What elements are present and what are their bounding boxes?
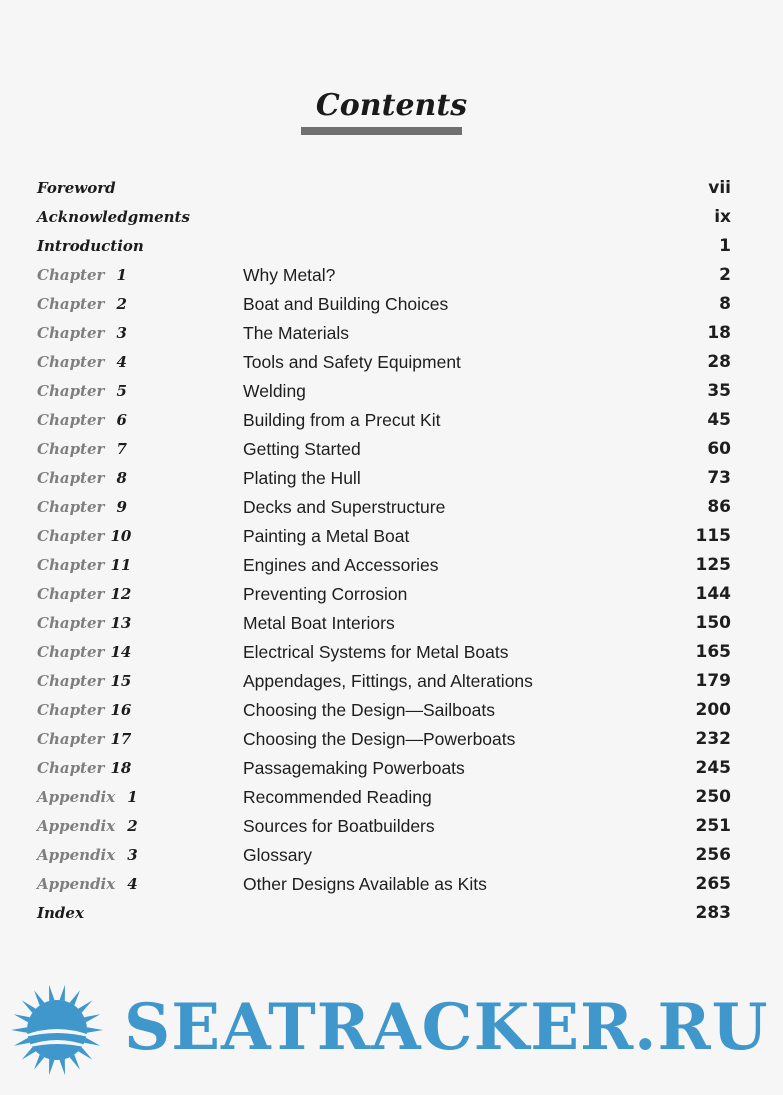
toc-page-number: 45 bbox=[707, 410, 731, 430]
toc-label-text: Appendix bbox=[37, 788, 116, 806]
toc-row bbox=[0, 841, 783, 870]
sun-ray bbox=[87, 1027, 103, 1032]
toc-label-text: Chapter bbox=[37, 730, 105, 748]
toc-number: 12 bbox=[110, 585, 132, 603]
toc-label-text: Chapter bbox=[37, 643, 105, 661]
toc-label bbox=[37, 667, 131, 696]
sun-ray bbox=[70, 990, 80, 1005]
toc-label-text: Acknowledgments bbox=[37, 208, 190, 226]
sun-burst-icon bbox=[0, 982, 130, 1082]
toc-page-number: 1 bbox=[719, 236, 731, 256]
toc-label bbox=[37, 319, 127, 348]
toc-number: 17 bbox=[110, 730, 132, 748]
toc-title: Sources for Boatbuilders bbox=[243, 816, 435, 836]
toc-title: Engines and Accessories bbox=[243, 555, 439, 575]
toc-label-text: Chapter bbox=[37, 440, 105, 458]
sun-ray bbox=[78, 1047, 92, 1060]
toc-label-text: Chapter bbox=[37, 759, 105, 777]
toc-number: 14 bbox=[110, 643, 132, 661]
sun-ray bbox=[34, 990, 44, 1005]
sun-ray bbox=[11, 1027, 27, 1032]
toc-label bbox=[37, 522, 131, 551]
toc-row bbox=[0, 696, 783, 725]
toc-page-number: 60 bbox=[707, 439, 731, 459]
toc-row bbox=[0, 406, 783, 435]
toc-title: Decks and Superstructure bbox=[243, 497, 446, 517]
toc-label bbox=[37, 754, 131, 783]
watermark bbox=[0, 982, 783, 1082]
toc-page-number: 28 bbox=[707, 352, 731, 372]
toc-label bbox=[37, 696, 131, 725]
toc-title: Recommended Reading bbox=[243, 787, 432, 807]
toc-row bbox=[0, 464, 783, 493]
toc-label-text: Introduction bbox=[37, 237, 144, 255]
toc-number: 9 bbox=[116, 498, 127, 516]
toc-page-number: 2 bbox=[719, 265, 731, 285]
toc-label-text: Chapter bbox=[37, 353, 105, 371]
toc-page-number: 256 bbox=[695, 845, 731, 865]
toc-row bbox=[0, 203, 783, 232]
toc-row bbox=[0, 319, 783, 348]
toc-page-number: 73 bbox=[707, 468, 731, 488]
toc-row bbox=[0, 725, 783, 754]
toc-page-number: 86 bbox=[707, 497, 731, 517]
toc-label-text: Chapter bbox=[37, 324, 105, 342]
toc-label-text: Chapter bbox=[37, 527, 105, 545]
toc-label-text: Chapter bbox=[37, 411, 105, 429]
toc-label bbox=[37, 464, 127, 493]
toc-row bbox=[0, 754, 783, 783]
toc-title: Metal Boat Interiors bbox=[243, 613, 395, 633]
toc-label bbox=[37, 551, 131, 580]
toc-row bbox=[0, 609, 783, 638]
toc-page-number: 251 bbox=[695, 816, 731, 836]
toc-label bbox=[37, 377, 127, 406]
toc-row bbox=[0, 899, 783, 928]
toc-number: 4 bbox=[116, 353, 127, 371]
toc-label-text: Chapter bbox=[37, 469, 105, 487]
sun-ray bbox=[34, 1055, 44, 1070]
toc-row bbox=[0, 348, 783, 377]
toc-label bbox=[37, 841, 138, 870]
toc-row bbox=[0, 812, 783, 841]
toc-title: Welding bbox=[243, 381, 306, 401]
toc-row bbox=[0, 580, 783, 609]
toc-title: Passagemaking Powerboats bbox=[243, 758, 465, 778]
toc-page-number: 245 bbox=[695, 758, 731, 778]
toc-page-number: 125 bbox=[695, 555, 731, 575]
toc-label bbox=[37, 725, 131, 754]
toc-number: 3 bbox=[127, 846, 138, 864]
sun-ray bbox=[84, 1014, 100, 1022]
toc-title: Preventing Corrosion bbox=[243, 584, 408, 604]
toc-title: Why Metal? bbox=[243, 265, 336, 285]
toc-page-number: 115 bbox=[695, 526, 731, 546]
toc-row bbox=[0, 551, 783, 580]
page-title: Contents bbox=[315, 88, 468, 123]
toc-label bbox=[37, 232, 144, 261]
toc-title: Plating the Hull bbox=[243, 468, 361, 488]
toc-page-number: 35 bbox=[707, 381, 731, 401]
toc-number: 8 bbox=[116, 469, 127, 487]
toc-number: 10 bbox=[110, 527, 132, 545]
toc-number: 4 bbox=[127, 875, 138, 893]
toc-label-text: Chapter bbox=[37, 295, 105, 313]
toc-number: 11 bbox=[110, 556, 132, 574]
toc-number: 15 bbox=[110, 672, 132, 690]
toc-title: Other Designs Available as Kits bbox=[243, 874, 487, 894]
toc-row bbox=[0, 261, 783, 290]
toc-page-number: 165 bbox=[695, 642, 731, 662]
toc-page-number: 200 bbox=[695, 700, 731, 720]
toc-row bbox=[0, 522, 783, 551]
toc-page-number: 8 bbox=[719, 294, 731, 314]
toc-label bbox=[37, 899, 84, 928]
toc-label-text: Foreword bbox=[37, 179, 116, 197]
toc-page-number: 250 bbox=[695, 787, 731, 807]
toc-title: Electrical Systems for Metal Boats bbox=[243, 642, 509, 662]
toc-number: 5 bbox=[116, 382, 127, 400]
toc-row bbox=[0, 435, 783, 464]
toc-page-number: 265 bbox=[695, 874, 731, 894]
toc-number: 7 bbox=[116, 440, 127, 458]
toc-label-text: Chapter bbox=[37, 382, 105, 400]
toc-title: Glossary bbox=[243, 845, 313, 865]
toc-label-text: Chapter bbox=[37, 672, 105, 690]
toc-title: Choosing the Design—Powerboats bbox=[243, 729, 516, 749]
toc-number: 16 bbox=[110, 701, 132, 719]
sun-ray bbox=[70, 1055, 80, 1070]
sun-ray bbox=[22, 1000, 36, 1013]
sun-ray bbox=[84, 1038, 100, 1046]
toc-row bbox=[0, 174, 783, 203]
toc-page-number: vii bbox=[708, 178, 731, 198]
toc-label bbox=[37, 580, 131, 609]
toc-title: Choosing the Design—Sailboats bbox=[243, 700, 495, 720]
watermark-text: SEATRACKER.RU bbox=[124, 990, 769, 1065]
toc-row bbox=[0, 638, 783, 667]
toc-row bbox=[0, 232, 783, 261]
sun-ray bbox=[14, 1038, 30, 1046]
toc-label bbox=[37, 261, 127, 290]
toc-label bbox=[37, 493, 127, 522]
sun-ray bbox=[78, 1000, 92, 1013]
sun-ray bbox=[60, 1059, 66, 1075]
toc-label bbox=[37, 406, 127, 435]
toc-number: 1 bbox=[127, 788, 138, 806]
toc-label bbox=[37, 783, 138, 812]
toc-label-text: Chapter bbox=[37, 266, 105, 284]
toc-row bbox=[0, 493, 783, 522]
toc-number: 6 bbox=[116, 411, 127, 429]
toc-label-text: Appendix bbox=[37, 875, 116, 893]
toc-label bbox=[37, 435, 127, 464]
title-underline bbox=[301, 127, 462, 135]
toc-label-text: Chapter bbox=[37, 556, 105, 574]
toc-row bbox=[0, 667, 783, 696]
toc-label-text: Chapter bbox=[37, 498, 105, 516]
toc-number: 2 bbox=[116, 295, 127, 313]
toc-label bbox=[37, 203, 190, 232]
toc-title: Painting a Metal Boat bbox=[243, 526, 410, 546]
toc-page-number: 18 bbox=[707, 323, 731, 343]
toc-label bbox=[37, 348, 127, 377]
toc-label bbox=[37, 812, 138, 841]
sun-ray bbox=[14, 1014, 30, 1022]
toc-label bbox=[37, 609, 131, 638]
toc-title: Boat and Building Choices bbox=[243, 294, 449, 314]
toc-row bbox=[0, 783, 783, 812]
toc-page-number: 179 bbox=[695, 671, 731, 691]
toc-label bbox=[37, 638, 131, 667]
toc-title: Tools and Safety Equipment bbox=[243, 352, 461, 372]
toc-row bbox=[0, 377, 783, 406]
toc-number: 18 bbox=[110, 759, 132, 777]
toc-title: The Materials bbox=[243, 323, 350, 343]
toc-number: 3 bbox=[116, 324, 127, 342]
toc-label-text: Chapter bbox=[37, 585, 105, 603]
toc-label-text: Appendix bbox=[37, 846, 116, 864]
sun-ray bbox=[22, 1047, 36, 1060]
toc-label-text: Appendix bbox=[37, 817, 116, 835]
toc-label bbox=[37, 174, 116, 203]
toc-label-text: Chapter bbox=[37, 614, 105, 632]
sun-ray bbox=[60, 985, 66, 1001]
toc-page-number: ix bbox=[714, 207, 731, 227]
toc-title: Appendages, Fittings, and Alterations bbox=[243, 671, 533, 691]
sun-ray bbox=[49, 985, 55, 1001]
toc-page-number: 144 bbox=[695, 584, 731, 604]
toc-label-text: Chapter bbox=[37, 701, 105, 719]
toc-label bbox=[37, 870, 138, 899]
toc-label-text: Index bbox=[37, 904, 84, 922]
toc-page-number: 150 bbox=[695, 613, 731, 633]
toc-row bbox=[0, 290, 783, 319]
toc-label bbox=[37, 290, 127, 319]
toc-title: Getting Started bbox=[243, 439, 361, 459]
toc-page-number: 232 bbox=[695, 729, 731, 749]
toc-number: 13 bbox=[110, 614, 132, 632]
sun-ray bbox=[49, 1059, 55, 1075]
toc-number: 2 bbox=[127, 817, 138, 835]
toc-page-number: 283 bbox=[695, 903, 731, 923]
toc-title: Building from a Precut Kit bbox=[243, 410, 441, 430]
toc-row bbox=[0, 870, 783, 899]
toc-number: 1 bbox=[116, 266, 127, 284]
